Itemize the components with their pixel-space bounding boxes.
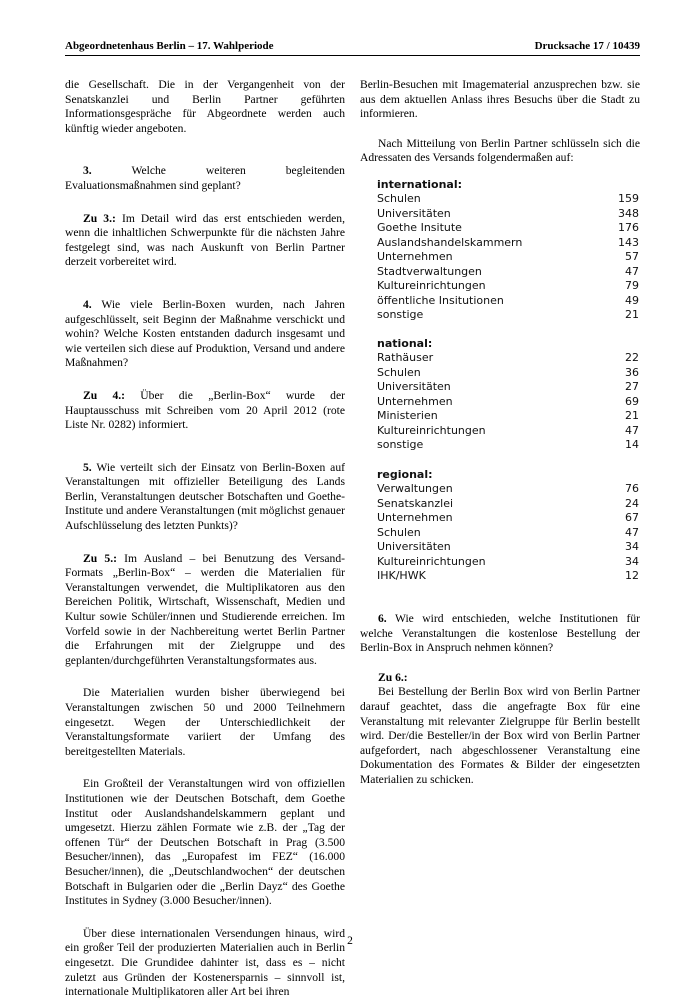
header-right: Drucksache 17 / 10439 — [534, 40, 640, 52]
answer-label: Zu 5.: — [83, 551, 117, 565]
list-item — [377, 279, 663, 294]
row-label: Universitäten — [377, 540, 451, 553]
paragraph: Berlin-Besuchen mit Imagematerial anzusprechen bzw. sie aus dem aktuellen Anlass ihres Besuchs über die Stadt zu informieren. — [360, 78, 640, 121]
question-number: 4. — [83, 297, 92, 311]
row-label: Ministerien — [377, 409, 438, 422]
question-text: Wie verteilt sich der Einsatz von Berlin-Boxen auf Veranstaltungen mit offizieller Beteiligung des Lands Berlin, Veranstaltungen deutscher Botschaften und Goethe-Institute und andere Veranstaltungen (mit möglichst genauer Aufschlüsselung des letzten Punkts)? — [65, 460, 345, 533]
list-item — [377, 424, 663, 439]
list-item — [377, 308, 663, 323]
page-header — [65, 39, 640, 56]
question-text: Wie viele Berlin-Boxen wurden, nach Jahren aufgeschlüsselt, seit Beginn der Maßnahme verschickt und wohin? Welche Kosten entstanden dadurch insgesamt und wie verteilen sich diese auf Produktion, Versand und andere Maßnahmen? — [65, 297, 345, 370]
row-label: Stadtverwaltungen — [377, 264, 482, 278]
distribution-national — [377, 336, 663, 453]
row-label: Auslandshandelskammern — [377, 235, 523, 249]
left-column — [65, 78, 345, 1000]
answer-label: Zu 6.: — [378, 670, 408, 684]
list-item — [377, 555, 663, 570]
row-value: 34 — [625, 554, 639, 568]
row-label: Kultureinrichtungen — [377, 423, 486, 437]
list-item — [377, 526, 663, 541]
row-label: Schulen — [377, 192, 421, 205]
row-value: 57 — [625, 250, 639, 263]
row-value: 34 — [625, 540, 639, 553]
list-item — [377, 497, 663, 512]
row-value: 67 — [625, 511, 639, 524]
question-text: Welche weiteren begleitenden Evaluationsmaßnahmen sind geplant? — [65, 164, 345, 192]
group-title: international: — [377, 178, 463, 191]
question-text: Wie wird entschieden, welche Institutionen für welche Veranstaltungen die kostenlose Bestellung der Berlin-Box in Anspruch nehmen können? — [360, 612, 640, 655]
paragraph: Die Materialien wurden bisher überwiegend bei Veranstaltungen zwischen 50 und 2000 Teilnehmern eingesetzt. Wegen der Unterschiedlichkeit der Veranstaltungsformate variiert der Umfang des bereitgestellten Materials. — [65, 686, 345, 758]
row-value: 36 — [625, 365, 639, 379]
list-item — [377, 265, 663, 280]
row-value: 22 — [625, 351, 639, 364]
paragraph: Über diese internationalen Versendungen hinaus, wird ein großer Teil der produzierten Materialien auch in Berlin eingesetzt. Die Grundidee dahinter ist, dass es – nicht zuletzt aus Gründen der Kostenersparnis – sinnvoll ist, internationale Multiplikatoren aller Art bei ihren — [65, 926, 345, 999]
question-number: 5. — [83, 460, 92, 474]
list-item — [377, 236, 663, 251]
answer-6-label — [360, 671, 640, 686]
row-value: 47 — [625, 264, 639, 278]
question-6 — [360, 612, 640, 656]
row-value: 12 — [625, 569, 639, 582]
row-value: 14 — [625, 438, 639, 451]
answer-text: Im Detail wird das erst entschieden werden, wenn die inhaltlichen Schwerpunkte für die nächsten Jahre festgelegt sind, was nach Auskunft von Berlin Partner derzeit vorbereitet wird. — [65, 211, 345, 269]
answer-4 — [65, 389, 345, 433]
list-item — [377, 351, 663, 366]
group-title: regional: — [377, 468, 433, 481]
question-5 — [65, 461, 345, 534]
distribution-regional — [377, 467, 663, 584]
row-label: Unternehmen — [377, 250, 453, 263]
row-label: Unternehmen — [377, 394, 453, 408]
row-label: Senatskanzlei — [377, 496, 454, 510]
list-item — [377, 221, 663, 236]
answer-text: Im Ausland – bei Benutzung des Versand-Formats „Berlin-Box“ – werden die Materialien für Veranstaltungen verwendet, die Multiplikatoren aus den Bereichen Politik, Wirtschaft, Wissenschaft, Medien und Kultur sowie Schüler/innen und Studierende erreichen. Im Vorfeld sowie in der Nachbereitung wertet Berlin Partner die Erfahrungen mit der Zielgruppe und des geplanten/durchgeführten Veranstaltungsformates aus. — [65, 551, 345, 667]
row-label: öffentliche Insitutionen — [377, 293, 504, 307]
group-title: national: — [377, 337, 433, 350]
list-item — [377, 192, 663, 207]
row-value: 176 — [618, 221, 639, 234]
right-column-lower — [360, 612, 640, 788]
row-value: 348 — [618, 206, 639, 220]
question-number: 6. — [378, 612, 387, 625]
paragraph: Nach Mitteilung von Berlin Partner schlüsseln sich die Adressaten des Versands folgendermaßen auf: — [360, 136, 640, 165]
header-left: Abgeordnetenhaus Berlin – 17. Wahlperiode — [65, 40, 274, 52]
list-item — [377, 482, 663, 497]
list-item — [377, 569, 663, 584]
list-item — [377, 540, 663, 555]
row-label: Schulen — [377, 525, 421, 539]
list-item — [377, 395, 663, 410]
row-label: Universitäten — [377, 380, 451, 393]
row-label: sonstige — [377, 308, 424, 321]
answer-label: Zu 3.: — [83, 211, 116, 225]
row-value: 143 — [618, 235, 639, 249]
row-value: 76 — [625, 482, 639, 495]
row-value: 21 — [625, 409, 639, 422]
row-label: Schulen — [377, 365, 421, 379]
row-value: 27 — [625, 380, 639, 393]
row-label: IHK/HWK — [377, 569, 426, 582]
answer-6-text: Bei Bestellung der Berlin Box wird von Berlin Partner darauf geachtet, dass die angefragte Box für eine Veranstaltung mit relevanter Zielgruppe für Berlin bestellt wird. Der/die Besteller/in der Box wird von Berlin Partner aufgefordert, nach abgeschlossener Veranstaltung eine Dokumentation des Formates & Bilder der eingesetzten Materialien zu schicken. — [360, 685, 640, 786]
answer-5 — [65, 552, 345, 669]
row-label: Kultureinrichtungen — [377, 554, 486, 568]
question-number: 3. — [83, 164, 92, 178]
list-item — [377, 380, 663, 395]
row-value: 79 — [625, 279, 639, 292]
question-3 — [65, 164, 345, 193]
row-label: Kultureinrichtungen — [377, 279, 486, 292]
answer-3 — [65, 212, 345, 270]
list-item — [377, 438, 663, 453]
row-label: Goethe Insitute — [377, 221, 462, 234]
row-value: 159 — [618, 192, 639, 205]
row-value: 24 — [625, 496, 639, 510]
distribution-international — [377, 177, 663, 323]
row-value: 47 — [625, 423, 639, 437]
paragraph: Ein Großteil der Veranstaltungen wird von offiziellen Institutionen wie der Deutschen Botschaft, dem Goethe Institut oder Auslandshandelskammern geplant und umgesetzt. Hierzu zählen Formate wie z.B. der „Tag der offenen Tür“ der Deutschen Botschaft in Prag (3.500 Besucher/innen), das „Europafest im FEZ“ (16.000 Besucher/innen), die „Deutschlandwochen“ der deutschen Botschaft in Bulgarien oder die „Berlin Dayz“ des Goethe Institutes in Sydney (3.000 Besucher/innen). — [65, 777, 345, 908]
question-4 — [65, 298, 345, 371]
row-label: Rathäuser — [377, 351, 434, 364]
row-label: Unternehmen — [377, 511, 453, 524]
answer-label: Zu 4.: — [83, 388, 126, 402]
page-number: 2 — [347, 935, 353, 947]
list-item — [377, 207, 663, 222]
row-value: 49 — [625, 293, 639, 307]
list-item — [377, 511, 663, 526]
row-value: 21 — [625, 308, 639, 321]
list-item — [377, 366, 663, 381]
row-label: Verwaltungen — [377, 482, 453, 495]
row-label: sonstige — [377, 438, 424, 451]
row-value: 69 — [625, 394, 639, 408]
list-item — [377, 250, 663, 265]
list-item — [377, 409, 663, 424]
answer-text: Über die „Berlin-Box“ wurde der Hauptausschuss mit Schreiben vom 20 April 2012 (rote Liste Nr. 0282) informiert. — [65, 388, 345, 432]
list-item — [377, 294, 663, 309]
right-column — [360, 78, 640, 166]
paragraph: die Gesellschaft. Die in der Vergangenheit von der Senatskanzlei und Berlin Partner geführten Informationsgespräche für Abgeordnete werden auch künftig wieder angeboten. — [65, 78, 345, 135]
row-label: Universitäten — [377, 206, 451, 220]
row-value: 47 — [625, 525, 639, 539]
